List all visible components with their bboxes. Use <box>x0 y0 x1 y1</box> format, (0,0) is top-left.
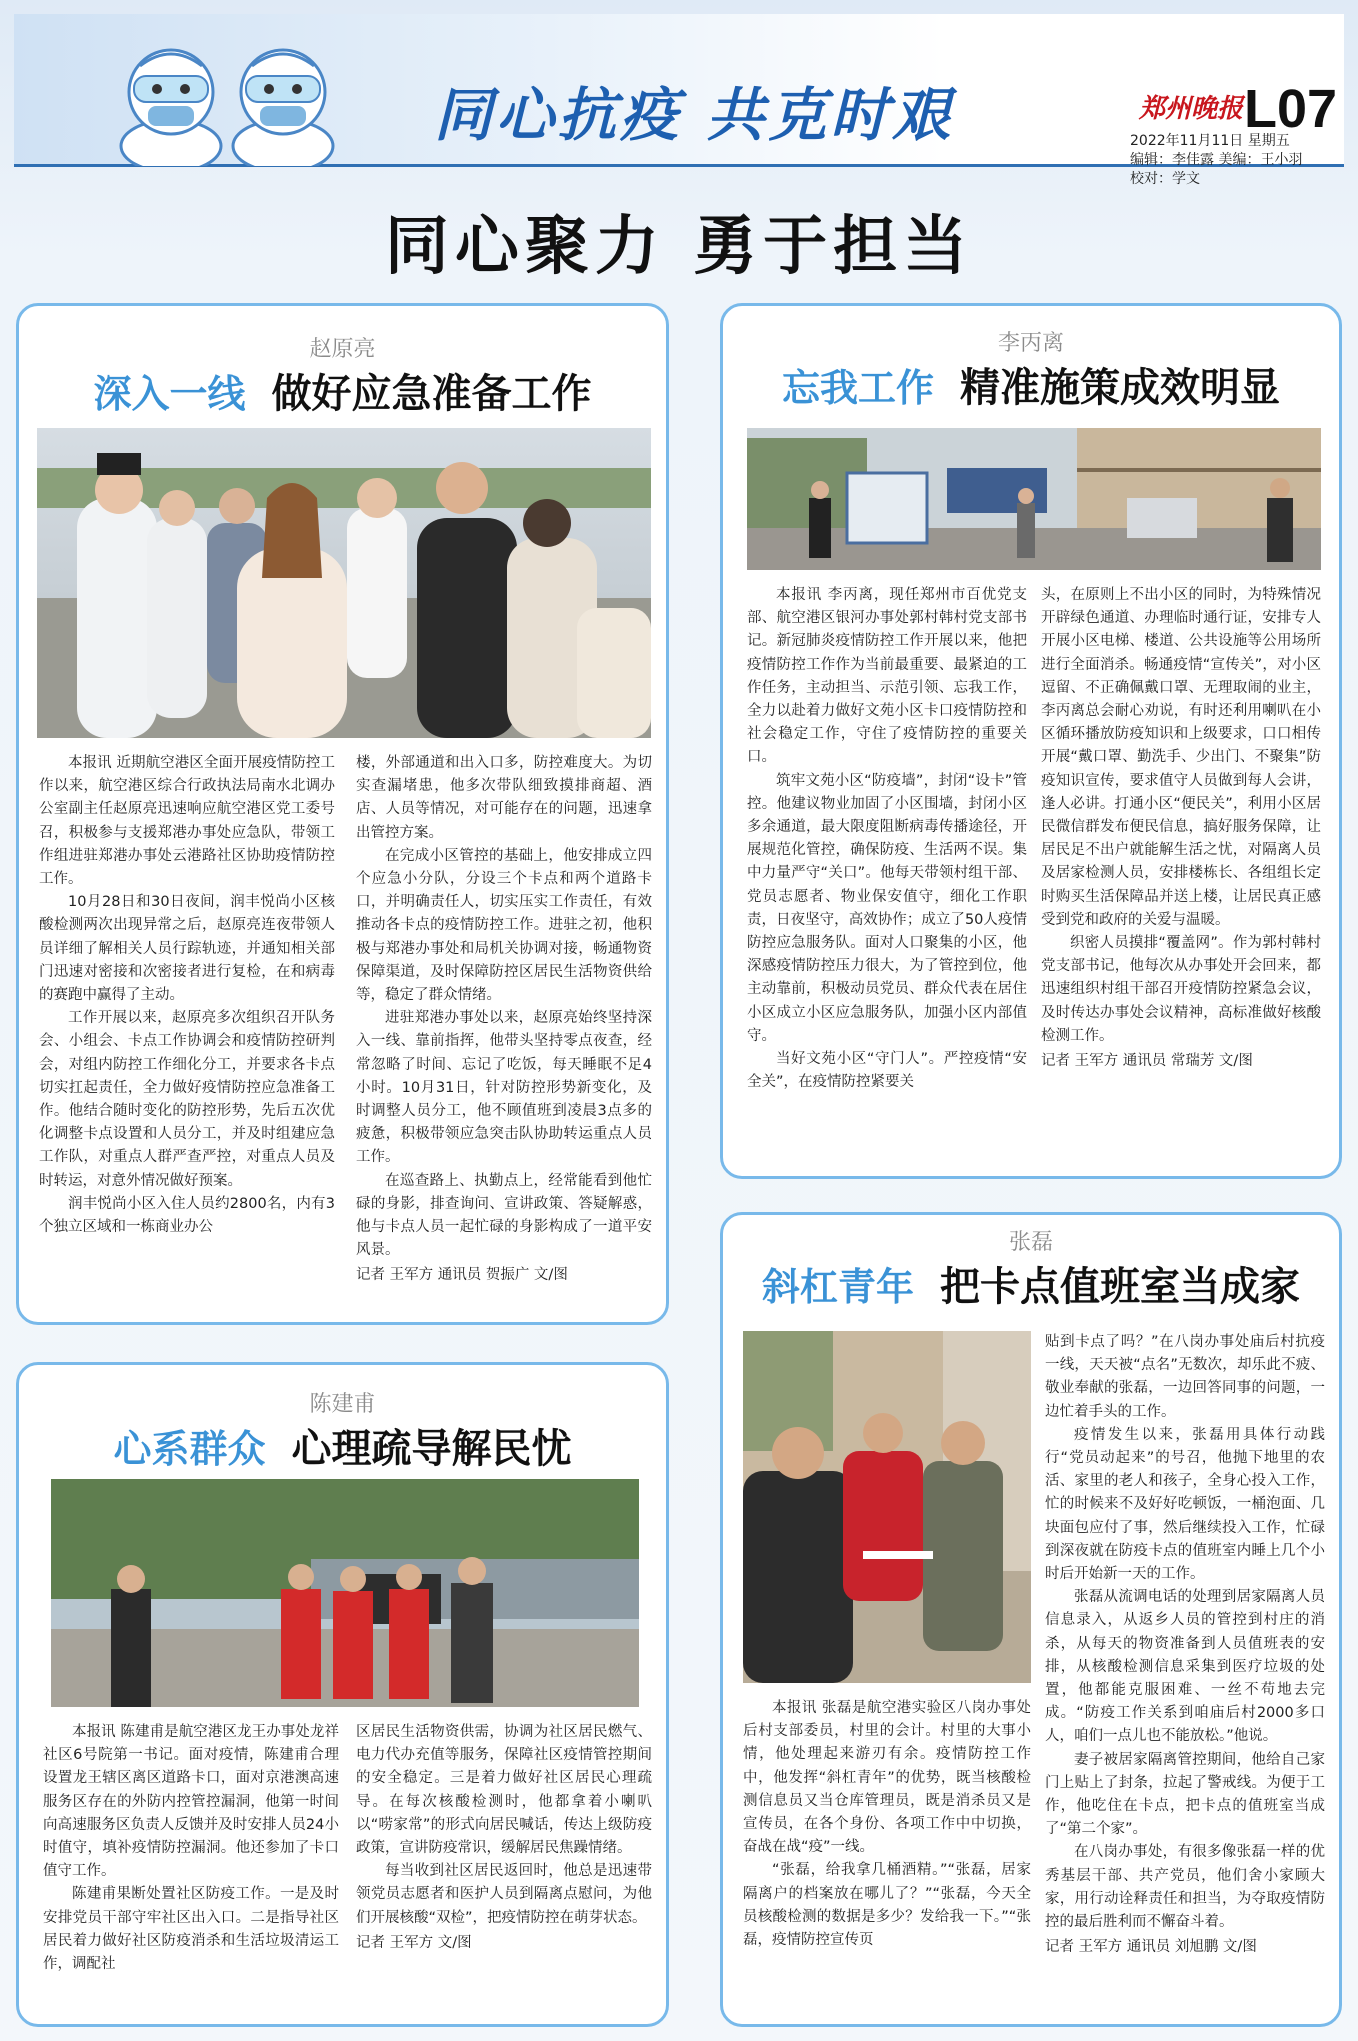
paragraph: 本报讯 李丙离，现任郑州市百优党支部、航空港区银河办事处郭村韩村党支部书记。新冠肺炎疫情防控工作开展以来，他把疫情防控工作作为当前最重要、最紧迫的工作任务，主动担当、示范引领、忘我工作，全力以赴着力做好文苑小区卡口疫情防控和社会稳定工作，守住了疫情防控的重要关口。 <box>747 587 1027 766</box>
article-person-name: 陈建甫 <box>309 1392 376 1417</box>
headline-text: 精准施策成效明显 <box>960 365 1280 411</box>
article-photo <box>743 1331 1031 1683</box>
page-meta <box>1130 132 1302 189</box>
article-column <box>39 752 335 1312</box>
article-person-name: 张磊 <box>1008 1230 1053 1255</box>
paragraph: 区居民生活物资供需，协调为社区居民燃气、电力代办充值等服务，保障社区疫情管控期间的安全稳定。三是着力做好社区居民心理疏导。在每次核酸检测时，他都拿着小喇叭以“唠家常”的形式向居民喊话，传达上级防疫政策，宣讲防疫常识，缓解居民焦躁情绪。 <box>356 1724 652 1857</box>
paragraph: 疫情发生以来，张磊用具体行动践行“党员动起来”的号召，他抛下地里的农活、家里的老人和孩子，全身心投入工作，忙的时候来不及好好吃顿饭，一桶泡面、几块面包应付了事，然后继续投入工作，忙碌到深夜就在防疫卡点的值班室内睡上几个小时后开始新一天的工作。 <box>1045 1426 1325 1583</box>
paragraph: 在八岗办事处，有很多像张磊一样的优秀基层干部、共产党员，他们舍小家顾大家，用行动诠释责任和担当，为夺取疫情防控的最后胜利而不懈奋斗着。 <box>1045 1844 1325 1931</box>
proofreader-credit: 校对：学文 <box>1130 171 1200 187</box>
paragraph: 贴到卡点了吗？”在八岗办事处庙后村抗疫一线，天天被“点名”无数次，却乐此不疲、敬业奉献的张磊，一边回答同事的问题，一边忙着手头的工作。 <box>1045 1334 1325 1420</box>
paragraph: 织密人员摸排“覆盖网”。作为郭村韩村党支部书记，他每次从办事处开会回来，都迅速组织村组干部召开疫情防控紧急会议，及时传达办事处会议精神，高标准做好核酸检测工作。 <box>1041 935 1321 1044</box>
headline-keyword: 斜杠青年 <box>761 1265 914 1309</box>
paragraph: 10月28日和30日夜间，润丰悦尚小区核酸检测两次出现异常之后，赵原亮连夜带领人员详细了解相关人员行踪轨迹，并通知相关部门迅速对密接和次密接者进行复检，在和病毒的赛跑中赢得了主动。 <box>39 894 335 1004</box>
article-column <box>1045 1331 1325 2021</box>
article-card <box>16 303 669 1325</box>
paragraph: 进驻郑港办事处以来，赵原亮始终坚持深入一线、靠前指挥，他带头坚持零点夜查，经常忽略了时间、忘记了吃饭，每天睡眠不足4小时。10月31日，针对防控形势新变化，及时调整人员分工，他不顾值班到凌晨3点多的疲惫，积极带领应急突击队协助转运重点人员工作。 <box>356 1010 652 1166</box>
article-column <box>743 1697 1031 2017</box>
paragraph: 本报讯 近期航空港区全面开展疫情防控工作以来，航空港区综合行政执法局南水北调办公室副主任赵原亮迅速响应航空港区党工委号召，积极参与支援郑港办事处应急队，带领工作组进驻郑港办事处云港路社区协助疫情防控工作。 <box>39 755 335 888</box>
article-person-name: 赵原亮 <box>309 337 376 362</box>
headline-keyword: 心系群众 <box>113 1427 266 1471</box>
paragraph: 当好文苑小区“守门人”。严控疫情“安全关”，在疫情防控紧要关 <box>747 1051 1027 1091</box>
article-headline <box>723 356 1339 413</box>
article-column <box>356 752 652 1312</box>
article-byline: 记者 王军方 文/图 <box>356 1934 472 1951</box>
paragraph: “张磊，给我拿几桶酒精。”“张磊，居家隔离户的档案放在哪儿了？”“张磊，今天全员核酸检测的数据是多少？发给我一下。”“张磊，疫情防控宣传页 <box>743 1862 1031 1949</box>
paragraph: 本报讯 陈建甫是航空港区龙王办事处龙祥社区6号院第一书记。面对疫情，陈建甫合理设置龙王辖区离区道路卡口，面对京港澳高速服务区存在的外防内控管控漏洞，他第一时间向高速服务区负责人反馈并及时安排人员24小时值守，填补疫情防控漏洞。他还参加了卡口值守工作。 <box>43 1724 339 1880</box>
medical-mascot-icon <box>112 36 230 166</box>
paragraph: 在完成小区管控的基础上，他安排成立四个应急小分队，分设三个卡点和两个道路卡口，并明确责任人，切实压实工作责任，有效推动各卡点的疫情防控工作。进驻之初，他积极与郑港办事处和局机关协调对接，畅通物资保障渠道，及时保障防控区居民生活物资供给等，稳定了群众情绪。 <box>356 847 652 1004</box>
paragraph: 工作开展以来，赵原亮多次组织召开队务会、小组会、卡点工作协调会和疫情防控研判会，对组内防控工作细化分工，并要求各卡点切实扛起责任，全力做好疫情防控应急准备工作。他结合随时变化的防控形势，先后五次优化调整卡点设置和人员分工，并及时组建应急工作队，对重点人群严查严控，对重点人员及时转运，对意外情况做好预案。 <box>39 1010 335 1189</box>
article-photo <box>37 428 651 738</box>
article-photo <box>747 428 1321 570</box>
page-number: L07 <box>1244 79 1338 139</box>
headline-text: 心理疏导解民忧 <box>291 1426 572 1472</box>
headline-keyword: 忘我工作 <box>781 366 934 410</box>
article-column <box>747 584 1027 1169</box>
paragraph: 本报讯 张磊是航空港实验区八岗办事处后村支部委员，村里的会计。村里的大事小情，他处理起来游刃有余。疫情防控工作中，他发挥“斜杠青年”的优势，既当核酸检测信息员又当仓库管理员，既是消杀员又是宣传员，在各个身份、各项工作中中切换，奋战在战“疫”一线。 <box>743 1700 1031 1856</box>
paragraph: 楼，外部通道和出入口多，防控难度大。为切实查漏堵患，他多次带队细致摸排商超、酒店、人员等情况，对可能存在的问题，迅速拿出管控方案。 <box>356 755 652 841</box>
headline-text: 把卡点值班室当成家 <box>940 1264 1300 1310</box>
issue-date: 2022年11月11日 星期五 <box>1130 133 1290 149</box>
newspaper-logo: 郑州晚报 <box>1139 94 1244 124</box>
article-person-name: 李丙离 <box>997 331 1064 356</box>
paragraph: 在巡查路上、执勤点上，经常能看到他忙碌的身影，排查询问、宣讲政策、答疑解惑，他与卡点人员一起忙碌的身影构成了一道平安风景。 <box>356 1172 652 1259</box>
paragraph: 头，在原则上不出小区的同时，为特殊情况开辟绿色通道、办理临时通行证，安排专人开展小区电梯、楼道、公共设施等公用场所进行全面消杀。畅通疫情“宣传关”，对小区逗留、不正确佩戴口罩、无理取闹的业主，李丙离总会耐心劝说，有时还利用喇叭在小区循环播放防疫知识和上级要求，口口相传开展“戴口罩、勤洗手、少出门、不聚集”防疫知识宣传，要求值守人员做到每人会讲，逢人必讲。打通小区“便民关”，利用小区居民微信群发布便民信息，搞好服务保障，让居民足不出户就能解生活之忧，对隔离人员及居家检测人员，安排楼栋长、各组组长定时购买生活保障品并送上楼，让居民真正感受到党和政府的关爱与温暖。 <box>1041 587 1321 928</box>
article-headline <box>19 1417 666 1474</box>
article-column <box>1041 584 1321 1169</box>
article-byline: 记者 王军方 通讯员 常瑞芳 文/图 <box>1041 1053 1253 1070</box>
article-headline <box>19 362 666 419</box>
article-photo <box>51 1479 639 1707</box>
article-column <box>43 1721 339 2021</box>
paragraph: 妻子被居家隔离管控期间，他给自己家门上贴上了封条，拉起了警戒线。为便于工作，他吃住在卡点，把卡点的值班室当成了“第二个家”。 <box>1045 1751 1325 1838</box>
banner-title: 同心抗疫 共克时艰 <box>434 81 955 149</box>
article-byline: 记者 王军方 通讯员 贺振广 文/图 <box>356 1267 568 1284</box>
editor-credits: 编辑：李佳露 美编：王小羽 <box>1130 152 1303 168</box>
article-card <box>720 1212 1342 2027</box>
paragraph: 陈建甫果断处置社区防疫工作。一是及时安排党员干部守牢社区出入口。二是指导社区居民着力做好社区防疫消杀和生活垃圾清运工作，调配社 <box>43 1886 339 1973</box>
page-title: 同心聚力 勇于担当 <box>384 210 974 284</box>
article-card <box>16 1362 669 2027</box>
article-headline <box>723 1255 1339 1312</box>
article-byline: 记者 王军方 通讯员 刘旭鹏 文/图 <box>1045 1939 1257 1956</box>
medical-mascot-icon <box>224 36 342 166</box>
article-card <box>720 303 1342 1179</box>
headline-keyword: 深入一线 <box>93 372 246 416</box>
paragraph: 每当收到社区居民返回时，他总是迅速带领党员志愿者和医护人员到隔离点慰问，为他们开展核酸“双检”，把疫情防控在萌芽状态。 <box>356 1863 652 1926</box>
paragraph: 张磊从流调电话的处理到居家隔离人员信息录入，从返乡人员的管控到村庄的消杀，从每天的物资准备到人员值班表的安排，从核酸检测信息采集到医疗垃圾的处置，他都能克服困难、一丝不苟地去完成。“防疫工作关系到咱庙后村2000多口人，咱们一点儿也不能放松。”他说。 <box>1045 1589 1325 1745</box>
article-column <box>356 1721 652 2021</box>
paragraph: 润丰悦尚小区入住人员约2800名，内有3个独立区域和一栋商业办公 <box>39 1195 335 1236</box>
headline-text: 做好应急准备工作 <box>271 371 592 417</box>
paragraph: 筑牢文苑小区“防疫墙”，封闭“设卡”管控。他建议物业加固了小区围墙，封闭小区多余通道，最大限度阻断病毒传播途径，开展规范化管控，确保防疫、生活两不误。集中力量严守“关口”。他每天带领村组干部、党员志愿者、物业保安值守，细化工作职责，日夜坚守，高效协作；成立了50人疫情防控应急服务队。面对人口聚集的小区，他深感疫情防控压力很大，为了管控到位，他主动靠前，积极动员党员、群众代表在居住小区成立小区应急服务队，加强小区内部值守。 <box>747 772 1027 1044</box>
